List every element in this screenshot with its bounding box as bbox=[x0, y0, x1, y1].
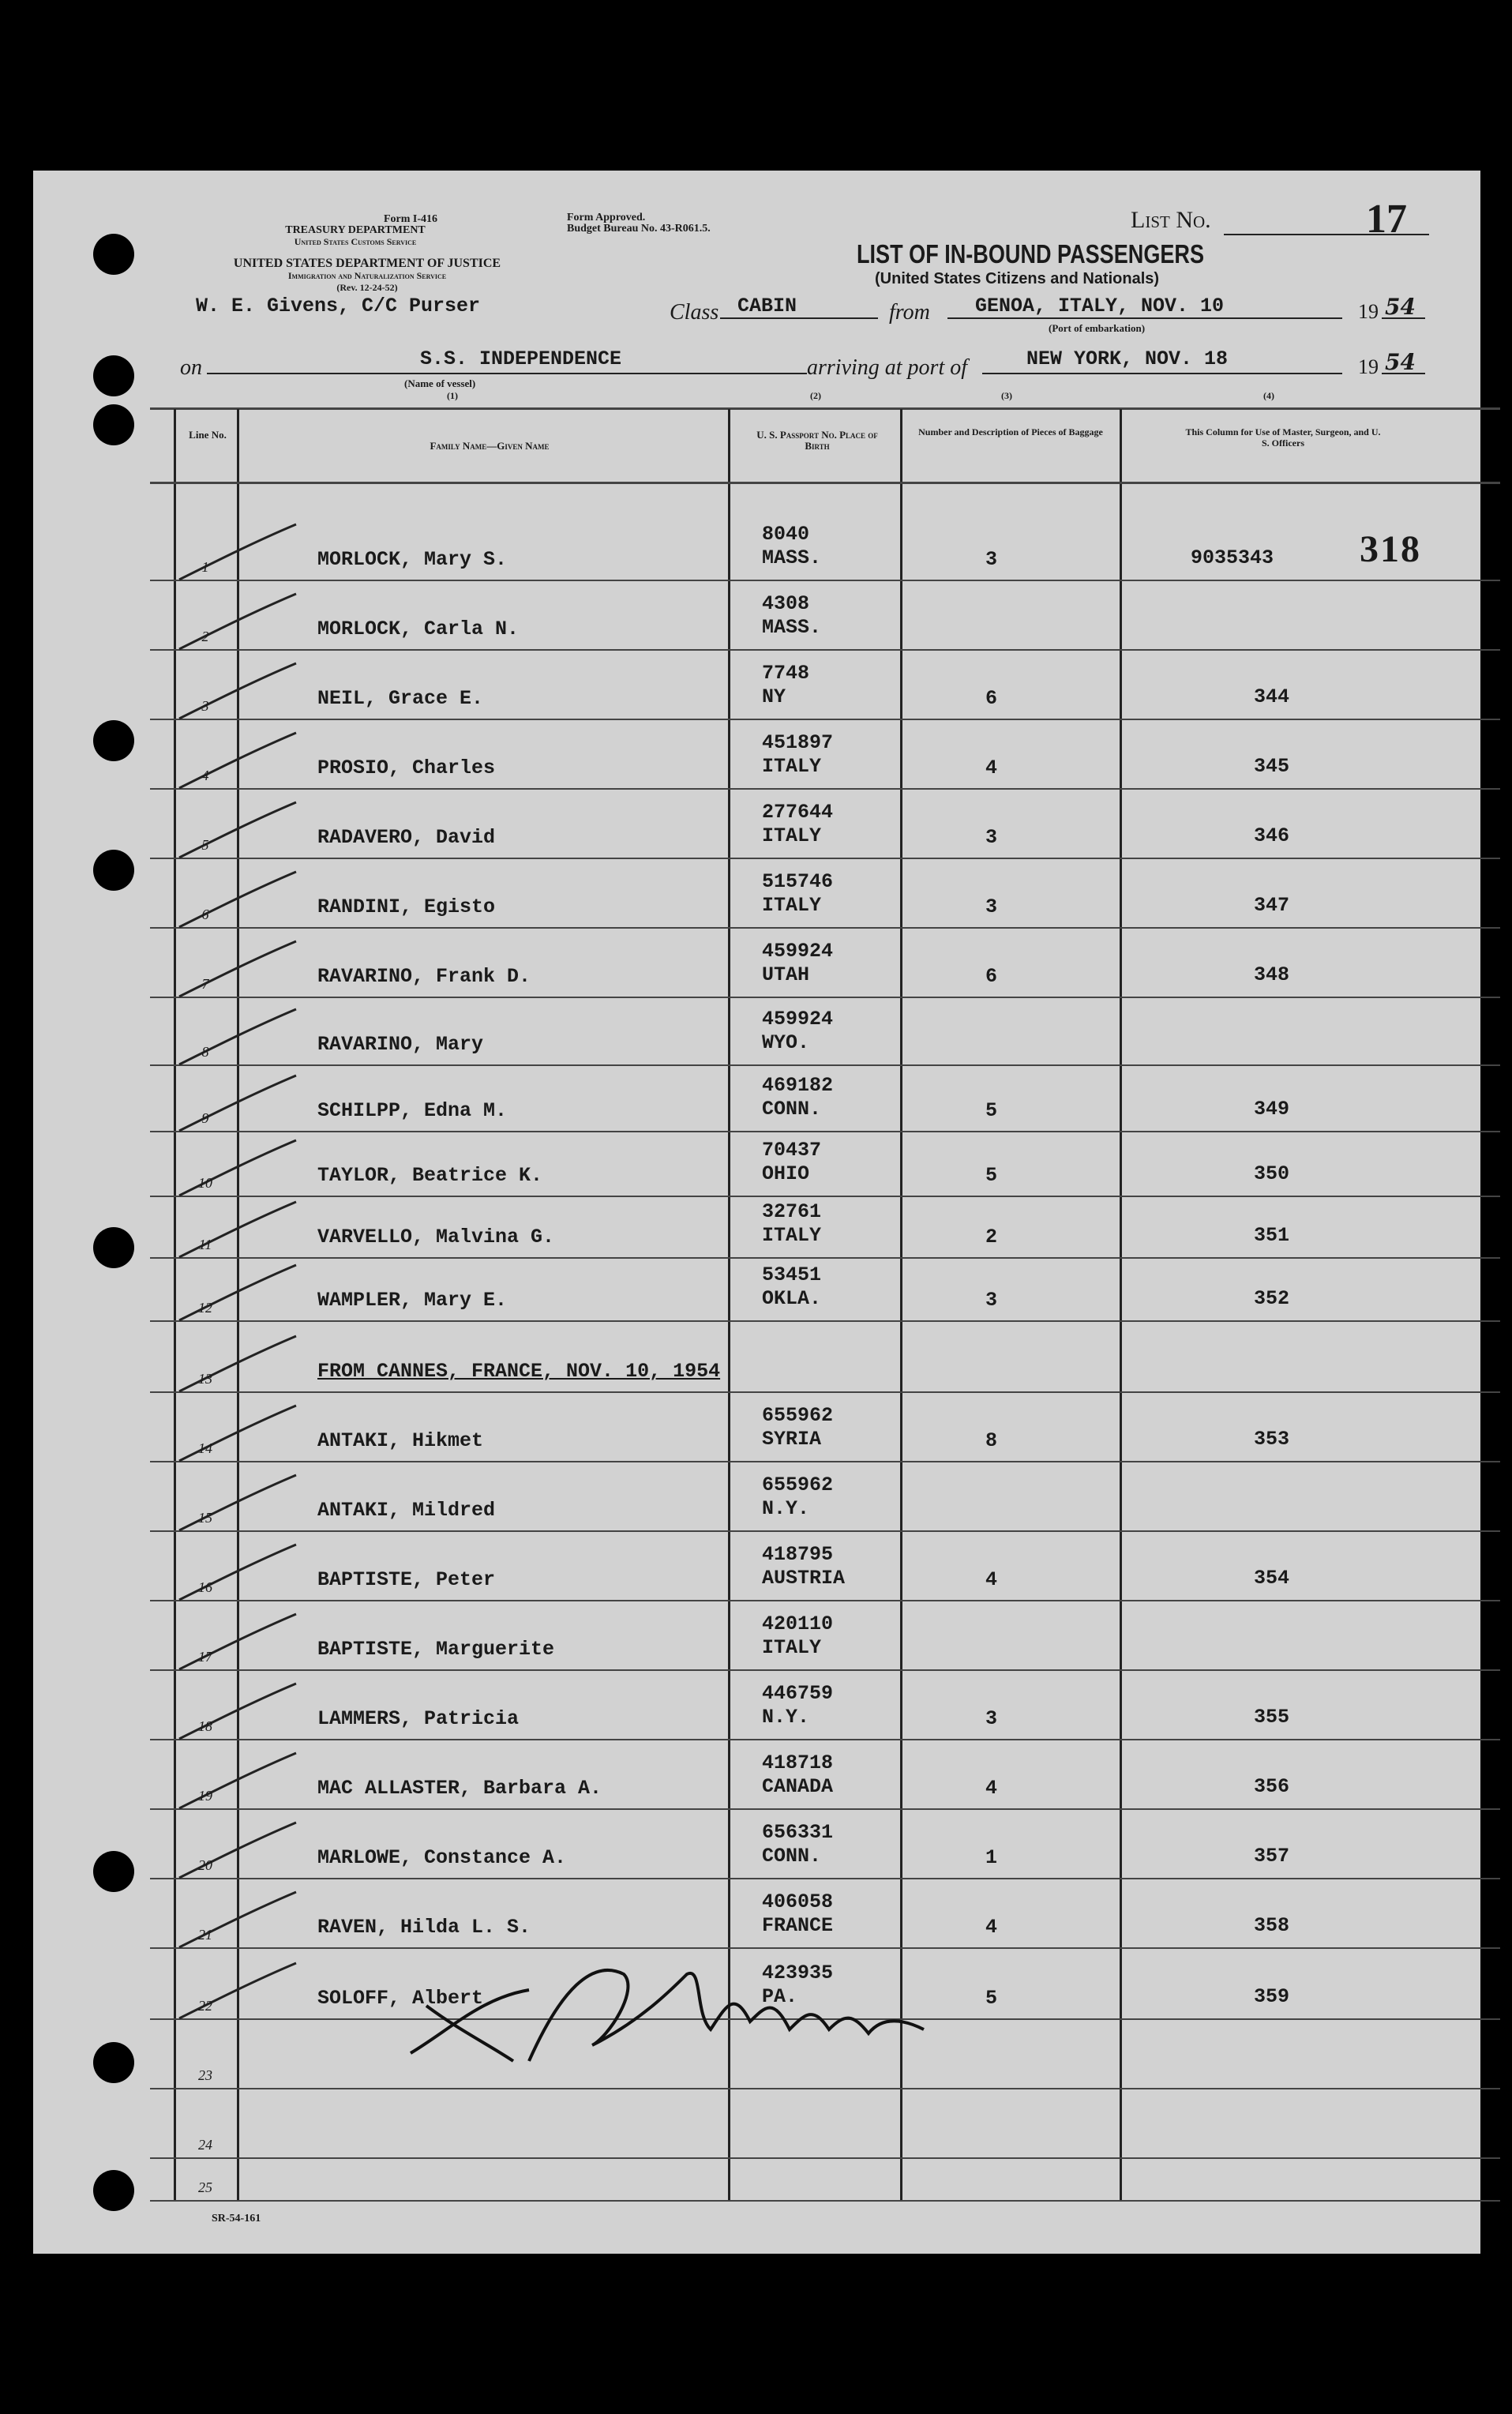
birthplace: OHIO bbox=[762, 1162, 810, 1185]
line-number: 4 bbox=[201, 768, 209, 783]
birthplace: PA. bbox=[762, 1985, 798, 2008]
punch-hole bbox=[93, 1227, 134, 1268]
baggage-count: 3 bbox=[985, 1289, 998, 1312]
col-header-passport: U. S. Passport No. Place of Birth bbox=[756, 429, 878, 452]
line-number: 13 bbox=[198, 1371, 212, 1387]
from-underline bbox=[947, 317, 1342, 319]
baggage-count: 6 bbox=[985, 965, 998, 988]
passenger-name: RAVEN, Hilda L. S. bbox=[317, 1916, 531, 1939]
passenger-name: SOLOFF, Albert bbox=[317, 1987, 484, 2010]
line-number: 24 bbox=[198, 2137, 212, 2153]
row-divider bbox=[150, 1669, 1500, 1671]
row-divider bbox=[150, 1600, 1500, 1601]
passport-number: 469182 bbox=[762, 1074, 834, 1097]
purser-name: W. E. Givens, C/C Purser bbox=[196, 295, 481, 317]
revision: (Rev. 12-24-52) bbox=[336, 282, 398, 293]
birthplace: ITALY bbox=[762, 755, 822, 778]
officer-number: 344 bbox=[1254, 685, 1290, 708]
birthplace: ITALY bbox=[762, 824, 822, 847]
line-number: 18 bbox=[198, 1718, 212, 1734]
embarkation-port: GENOA, ITALY, NOV. 10 bbox=[975, 295, 1225, 317]
table-top-border bbox=[150, 407, 1500, 410]
row-divider bbox=[150, 649, 1500, 651]
arrival-port: NEW YORK, NOV. 18 bbox=[1026, 347, 1229, 370]
line-number: 10 bbox=[198, 1175, 212, 1191]
passenger-name: VARVELLO, Malvina G. bbox=[317, 1226, 555, 1248]
passport-number: 420110 bbox=[762, 1612, 834, 1635]
passport-number: 418718 bbox=[762, 1751, 834, 1774]
birthplace: CANADA bbox=[762, 1775, 834, 1798]
passenger-name: RADAVERO, David bbox=[317, 826, 496, 849]
baggage-count: 3 bbox=[985, 826, 998, 849]
row-divider bbox=[150, 1064, 1500, 1066]
passenger-name: ANTAKI, Hikmet bbox=[317, 1429, 484, 1452]
passenger-name: RAVARINO, Frank D. bbox=[317, 965, 531, 988]
row-divider bbox=[150, 1461, 1500, 1462]
officer-number: 352 bbox=[1254, 1287, 1290, 1310]
line-number: 9 bbox=[201, 1110, 209, 1126]
vessel-name: S.S. INDEPENDENCE bbox=[420, 347, 622, 370]
passenger-name: RAVARINO, Mary bbox=[317, 1033, 484, 1056]
form-title: LIST OF IN-BOUND PASSENGERS bbox=[857, 239, 1205, 268]
officer-number: 349 bbox=[1254, 1098, 1290, 1121]
passport-number: 277644 bbox=[762, 801, 834, 824]
birthplace: WYO. bbox=[762, 1031, 810, 1054]
officer-number: 353 bbox=[1254, 1428, 1290, 1451]
row-divider bbox=[150, 1257, 1500, 1259]
class-value: CABIN bbox=[737, 295, 797, 317]
line-number: 11 bbox=[198, 1237, 212, 1252]
list-no-label: List No. bbox=[1131, 207, 1211, 233]
officer-number: 355 bbox=[1254, 1706, 1290, 1729]
birthplace: OKLA. bbox=[762, 1287, 822, 1310]
line-number: 7 bbox=[201, 976, 209, 992]
baggage-count: 3 bbox=[985, 1707, 998, 1730]
officer-number: 358 bbox=[1254, 1914, 1290, 1937]
officers-col-no: (4) bbox=[1263, 390, 1274, 401]
line-number: 19 bbox=[198, 1788, 212, 1804]
row-divider bbox=[150, 1878, 1500, 1879]
passport-number: 655962 bbox=[762, 1474, 834, 1496]
baggage-count: 4 bbox=[985, 756, 998, 779]
birthplace: CONN. bbox=[762, 1098, 822, 1121]
passenger-name: BAPTISTE, Marguerite bbox=[317, 1638, 555, 1661]
baggage-count: 1 bbox=[985, 1846, 998, 1869]
footer-code: SR-54-161 bbox=[212, 2213, 261, 2224]
stamp-number: 318 bbox=[1360, 528, 1421, 570]
punch-hole bbox=[93, 234, 134, 275]
passport-number: 8040 bbox=[762, 523, 810, 546]
passport-number: 53451 bbox=[762, 1263, 822, 1286]
passport-number: 70437 bbox=[762, 1139, 822, 1162]
header-bottom-border bbox=[150, 482, 1500, 484]
passenger-name: SCHILPP, Edna M. bbox=[317, 1099, 508, 1122]
officer-number: 9035343 bbox=[1191, 546, 1274, 569]
baggage-count: 8 bbox=[985, 1429, 998, 1452]
line-number: 21 bbox=[198, 1927, 212, 1943]
officer-number: 357 bbox=[1254, 1845, 1290, 1868]
passenger-name: LAMMERS, Patricia bbox=[317, 1707, 520, 1730]
line-number: 1 bbox=[201, 559, 209, 575]
line-number: 8 bbox=[201, 1044, 209, 1060]
form-approved: Form Approved. bbox=[567, 212, 646, 223]
customs-service: United States Customs Service bbox=[294, 236, 417, 247]
line-number: 25 bbox=[198, 2179, 212, 2195]
row-divider bbox=[150, 2200, 1500, 2202]
birthplace: N.Y. bbox=[762, 1497, 810, 1520]
passenger-name: MAC ALLASTER, Barbara A. bbox=[317, 1777, 602, 1800]
line-number: 22 bbox=[198, 1998, 212, 2014]
passenger-name: RANDINI, Egisto bbox=[317, 895, 496, 918]
punch-hole bbox=[93, 2170, 134, 2211]
birthplace: MASS. bbox=[762, 546, 822, 569]
baggage-col-divider bbox=[1120, 409, 1122, 2202]
passport-number: 515746 bbox=[762, 870, 834, 893]
passport-number: 446759 bbox=[762, 1682, 834, 1705]
line-number: 12 bbox=[198, 1300, 212, 1316]
row-divider bbox=[150, 1808, 1500, 1810]
col-header-line: Line No. bbox=[189, 429, 227, 441]
row-divider bbox=[150, 1196, 1500, 1197]
row-divider bbox=[150, 927, 1500, 929]
vessel-caption: (Name of vessel) bbox=[404, 377, 476, 389]
officer-number: 345 bbox=[1254, 755, 1290, 778]
birthplace: CONN. bbox=[762, 1845, 822, 1868]
passport-number: 7748 bbox=[762, 662, 810, 685]
line-number: 5 bbox=[201, 837, 209, 853]
punch-hole bbox=[93, 404, 134, 445]
passenger-name: MORLOCK, Mary S. bbox=[317, 548, 508, 571]
punch-hole bbox=[93, 355, 134, 396]
passenger-name: ANTAKI, Mildred bbox=[317, 1499, 496, 1522]
row-divider bbox=[150, 858, 1500, 859]
punch-hole bbox=[93, 1851, 134, 1892]
arriving-label: arriving at port of bbox=[807, 355, 968, 380]
class-label: Class bbox=[670, 300, 719, 325]
row-divider bbox=[150, 2088, 1500, 2089]
col-header-baggage: Number and Description of Pieces of Baggage bbox=[918, 426, 1103, 437]
line-number: 17 bbox=[198, 1649, 212, 1665]
row-divider bbox=[150, 997, 1500, 998]
passenger-name: NEIL, Grace E. bbox=[317, 687, 484, 710]
from-label: from bbox=[889, 300, 930, 325]
year-underline bbox=[1382, 317, 1425, 319]
year-arrival: 54 bbox=[1385, 349, 1416, 375]
passport-number: 459924 bbox=[762, 940, 834, 963]
col-header-officers: This Column for Use of Master, Surgeon, and U. S. Officers bbox=[1185, 426, 1381, 449]
officer-number: 359 bbox=[1254, 1985, 1290, 2008]
row-divider bbox=[150, 1320, 1500, 1322]
row-divider bbox=[150, 580, 1500, 581]
passport-number: 656331 bbox=[762, 1821, 834, 1844]
baggage-count: 4 bbox=[985, 1777, 998, 1800]
purser-signature bbox=[403, 1943, 955, 2069]
row-divider bbox=[150, 1739, 1500, 1740]
line-number: 15 bbox=[198, 1510, 212, 1526]
officer-number: 351 bbox=[1254, 1224, 1290, 1247]
passport-col-divider bbox=[900, 409, 902, 2202]
list-no-underline bbox=[1224, 234, 1429, 235]
baggage-count: 3 bbox=[985, 548, 998, 571]
class-underline bbox=[720, 317, 878, 319]
arrival-underline bbox=[982, 373, 1342, 374]
row-divider bbox=[150, 1131, 1500, 1132]
on-label: on bbox=[180, 355, 202, 380]
passport-number: 459924 bbox=[762, 1008, 834, 1031]
embarkation-caption: (Port of embarkation) bbox=[1049, 322, 1146, 334]
officer-number: 347 bbox=[1254, 894, 1290, 917]
birthplace: ITALY bbox=[762, 894, 822, 917]
passport-number: 32761 bbox=[762, 1200, 822, 1223]
line-number: 16 bbox=[198, 1579, 212, 1595]
passport-number: 406058 bbox=[762, 1890, 834, 1913]
officer-number: 350 bbox=[1254, 1162, 1290, 1185]
baggage-count: 6 bbox=[985, 687, 998, 710]
year-prefix: 19 bbox=[1358, 300, 1379, 323]
baggage-count: 5 bbox=[985, 1164, 998, 1187]
vessel-col-no: (1) bbox=[447, 390, 458, 401]
baggage-count: 3 bbox=[985, 895, 998, 918]
table-left-border bbox=[174, 409, 176, 2202]
passenger-name: MARLOWE, Constance A. bbox=[317, 1846, 567, 1869]
passport-number: 4308 bbox=[762, 592, 810, 615]
passenger-name: PROSIO, Charles bbox=[317, 756, 496, 779]
justice-dept: UNITED STATES DEPARTMENT OF JUSTICE bbox=[233, 257, 501, 270]
officer-number: 348 bbox=[1254, 963, 1290, 986]
year-prefix-2: 19 bbox=[1358, 355, 1379, 378]
budget-bureau: Budget Bureau No. 43-R061.5. bbox=[567, 223, 711, 235]
line-number: 6 bbox=[201, 907, 209, 922]
officer-number: 346 bbox=[1254, 824, 1290, 847]
passenger-name: WAMPLER, Mary E. bbox=[317, 1289, 508, 1312]
row-divider bbox=[150, 2157, 1500, 2159]
baggage-count: 2 bbox=[985, 1226, 998, 1248]
birthplace: MASS. bbox=[762, 616, 822, 639]
col-header-name: Family Name—Given Name bbox=[430, 440, 550, 452]
punch-hole bbox=[93, 720, 134, 761]
line-number: 23 bbox=[198, 2067, 212, 2083]
baggage-col-no: (3) bbox=[1001, 390, 1012, 401]
passport-number: 418795 bbox=[762, 1543, 834, 1566]
line-number: 20 bbox=[198, 1857, 212, 1873]
baggage-count: 5 bbox=[985, 1099, 998, 1122]
birthplace: SYRIA bbox=[762, 1428, 822, 1451]
birthplace: UTAH bbox=[762, 963, 810, 986]
list-no-value: 17 bbox=[1366, 197, 1407, 242]
line-number: 14 bbox=[198, 1440, 212, 1456]
birthplace: ITALY bbox=[762, 1224, 822, 1247]
row-divider bbox=[150, 719, 1500, 720]
punch-hole bbox=[93, 2042, 134, 2083]
passport-number: 423935 bbox=[762, 1962, 834, 1984]
baggage-count: 5 bbox=[985, 1987, 998, 2010]
name-col-divider bbox=[728, 409, 730, 2202]
passport-col-no: (2) bbox=[810, 390, 821, 401]
row-divider bbox=[150, 1530, 1500, 1532]
birthplace: NY bbox=[762, 685, 786, 708]
vessel-underline bbox=[207, 373, 807, 374]
officer-number: 356 bbox=[1254, 1775, 1290, 1798]
birthplace: FRANCE bbox=[762, 1914, 834, 1937]
officer-number: 354 bbox=[1254, 1567, 1290, 1590]
immigration-service: Immigration and Naturalization Service bbox=[287, 270, 447, 281]
row-divider bbox=[150, 788, 1500, 790]
baggage-count: 4 bbox=[985, 1568, 998, 1591]
section-heading: FROM CANNES, FRANCE, NOV. 10, 1954 bbox=[317, 1360, 721, 1383]
passenger-name: TAYLOR, Beatrice K. bbox=[317, 1164, 543, 1187]
line-number: 3 bbox=[201, 698, 209, 714]
line-number: 2 bbox=[201, 629, 209, 644]
passenger-name: BAPTISTE, Peter bbox=[317, 1568, 496, 1591]
birthplace: AUSTRIA bbox=[762, 1567, 846, 1590]
year2-underline bbox=[1382, 373, 1425, 374]
birthplace: N.Y. bbox=[762, 1706, 810, 1729]
baggage-count: 4 bbox=[985, 1916, 998, 1939]
form-number: Form I-416 bbox=[383, 213, 438, 225]
treasury-dept: TREASURY DEPARTMENT bbox=[285, 224, 426, 236]
birthplace: ITALY bbox=[762, 1636, 822, 1659]
punch-hole bbox=[93, 850, 134, 891]
passenger-name: MORLOCK, Carla N. bbox=[317, 618, 520, 640]
passport-number: 655962 bbox=[762, 1404, 834, 1427]
passport-number: 451897 bbox=[762, 731, 834, 754]
row-divider bbox=[150, 1391, 1500, 1393]
year-embark: 54 bbox=[1385, 294, 1416, 320]
form-subtitle: (United States Citizens and Nationals) bbox=[875, 270, 1160, 287]
